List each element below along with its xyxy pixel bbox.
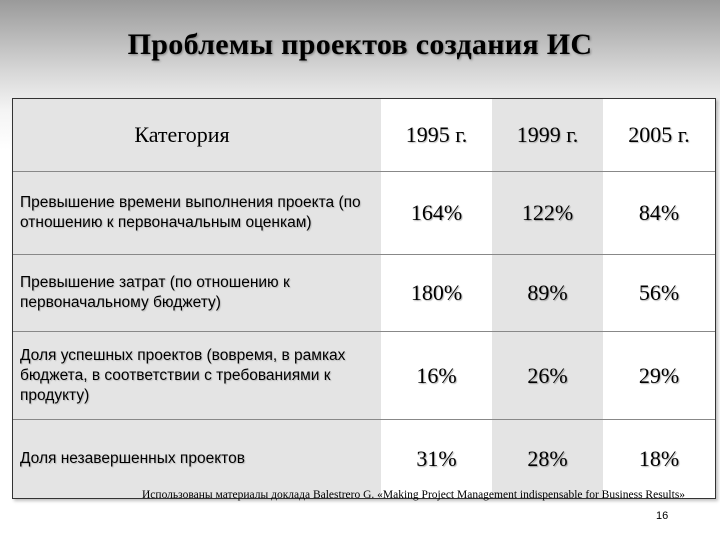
table-header-row — [13, 99, 715, 172]
value-cell-1999: 28% — [492, 420, 603, 499]
source-footnote: Использованы материалы доклада Balestrero G. «Making Project Management indispensable for Business Results» — [142, 489, 686, 501]
table-row — [13, 420, 715, 499]
value-cell-1999: 89% — [492, 255, 603, 332]
table-row — [13, 255, 715, 332]
table-row — [13, 332, 715, 420]
value-cell-2005: 84% — [603, 172, 715, 255]
stats-table — [13, 99, 715, 498]
header-category: Категория — [13, 99, 381, 172]
value-cell-2005: 29% — [603, 332, 715, 420]
value-cell-1995: 180% — [381, 255, 492, 332]
header-year-1999: 1999 г. — [492, 99, 603, 172]
row-category: Доля незавершенных проектов — [13, 420, 381, 499]
page-number: 16 — [656, 510, 669, 522]
value-cell-1995: 164% — [381, 172, 492, 255]
slide-title: Проблемы проектов создания ИС — [127, 28, 593, 61]
value-cell-1999: 122% — [492, 172, 603, 255]
value-cell-1995: 31% — [416, 446, 457, 471]
table-row — [13, 172, 715, 255]
value-cell-2005: 56% — [603, 255, 715, 332]
header-year-1995: 1995 г. — [381, 99, 492, 172]
value-cell-1999: 26% — [492, 332, 603, 420]
header-year-2005: 2005 г. — [603, 99, 715, 172]
value-cell-2005: 18% — [638, 446, 680, 471]
row-category: Доля успешных проектов (вовремя, в рамках бюджета, в соответствии с требованиями к продукту) — [13, 332, 381, 420]
value-cell-1995: 16% — [381, 332, 492, 420]
row-category: Превышение затрат (по отношению к первоначальному бюджету) — [13, 255, 381, 332]
data-table — [12, 98, 716, 499]
row-category: Превышение времени выполнения проекта (по отношению к первоначальным оценкам) — [13, 172, 381, 255]
